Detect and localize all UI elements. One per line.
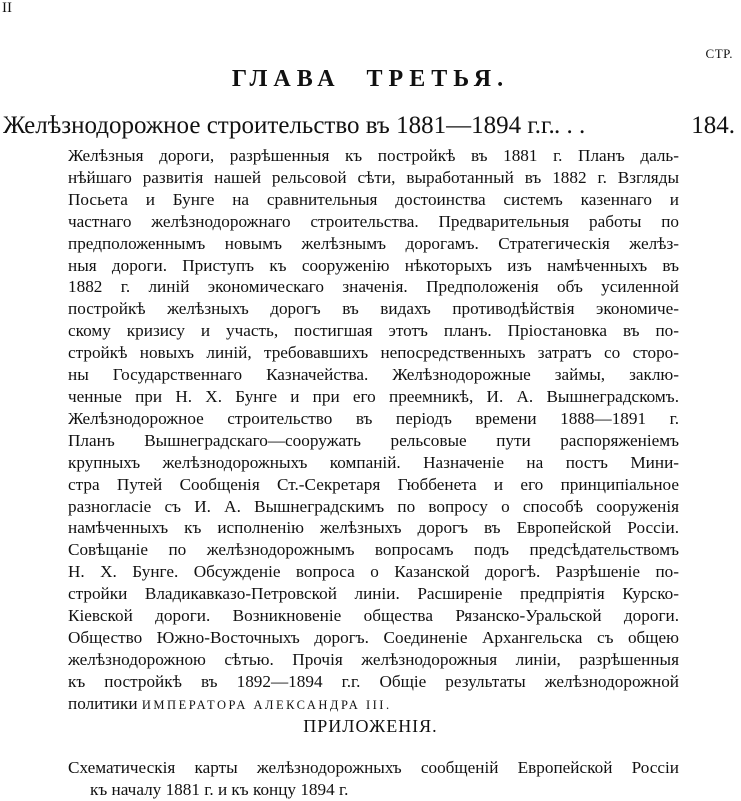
summary-line: нѣйшаго развитія нашей рельсовой сѣти, выработанный въ 1882 г. Взгляды (68, 167, 679, 187)
summary-line: предположеннымъ новымъ желѣзнымъ дорогамъ. Стратегическія желѣз- (68, 233, 679, 253)
appendix-entry (68, 757, 679, 801)
summary-line: ны Государственнаго Казначейства. Желѣзнодорожные займы, заклю- (68, 365, 679, 385)
summary-line: ченные при Н. Х. Бунге и при его преемникѣ, И. А. Вышнеградскомъ. (68, 386, 679, 406)
summary-line: Планъ Вышнеградскаго—сооружать рельсовые пути распоряженіемъ (68, 430, 679, 450)
appendix-entry-line: Схематическія карты желѣзнодорожныхъ сообщеній Европейской Россіи (68, 758, 679, 777)
summary-line: Совѣщаніе по желѣзнодорожнымъ вопросамъ подъ предсѣдательствомъ (68, 540, 679, 560)
chapter-title: Желѣзнодорожное строительство въ 1881—1894 г.г. (3, 112, 555, 139)
summary-line: крупныхъ желѣзнодорожныхъ компаній. Назначеніе на постъ Мини- (68, 452, 679, 472)
summary-line: стройки Владикавказо-Петровской линіи. Расширеніе предпріятія Курско- (68, 584, 679, 604)
summary-line: намѣченныхъ къ исполненію желѣзныхъ дорогъ въ Европейской Россіи. (68, 518, 679, 538)
summary-line: желѣзнодорожною сѣтью. Прочія желѣзнодорожныя линіи, разрѣшенныя (68, 649, 679, 669)
appendix-entry-line: къ началу 1881 г. и къ концу 1894 г. (90, 779, 349, 799)
page-number: II (2, 0, 12, 16)
appendix-heading: ПРИЛОЖЕНІЯ. (303, 716, 438, 736)
summary-line: постройкѣ желѣзныхъ дорогъ въ видахъ противодѣйствія экономиче- (68, 299, 679, 319)
summary-line: разногласіе съ И. А. Вышнеградскимъ по вопросу о способѣ сооруженія (68, 496, 679, 516)
summary-line: стра Путей Сообщенія Ст.-Секретаря Гюббенета и его принципіальное (68, 474, 679, 494)
summary-line: Посьета и Бунге на сравнительныя достоинства системъ казеннаго и (68, 189, 679, 209)
summary-line: ныя дороги. Приступъ къ сооруженію нѣкоторыхъ изъ намѣченныхъ въ (68, 255, 679, 275)
summary-line: скому кризису и участь, постигшая этотъ планъ. Пріостановка въ по- (68, 321, 679, 341)
chapter-heading: ГЛАВА ТРЕТЬЯ. (231, 66, 510, 92)
summary-line: стройкѣ новыхъ линій, требовавшихъ непосредственныхъ затратъ со сторо- (68, 343, 679, 363)
summary-line: Н. Х. Бунге. Обсужденіе вопроса о Казанской дорогѣ. Разрѣшеніе по- (68, 562, 679, 582)
chapter-summary (68, 145, 679, 717)
summary-line: Кіевской дороги. Возникновеніе общества Рязанско-Уральской дороги. (68, 606, 679, 626)
summary-last-prefix: политики (68, 693, 138, 713)
summary-line: частнаго желѣзнодорожнаго строительства. Предварительныя работы по (68, 211, 679, 231)
emperor-name-caps: ИМПЕРАТОРА АЛЕКСАНДРА III. (141, 697, 392, 712)
summary-line: Желѣзныя дороги, разрѣшенныя къ постройкѣ въ 1881 г. Планъ даль- (68, 146, 679, 165)
summary-last-line (68, 693, 679, 717)
chapter-page-ref: 184. (691, 112, 735, 139)
page-column-header: СТР. (705, 46, 733, 61)
chapter-title-line (0, 112, 735, 142)
leader-dots: . . . (554, 112, 586, 139)
summary-line: къ постройкѣ въ 1892—1894 г.г. Общіе результаты желѣзнодорожной (68, 671, 679, 691)
summary-line: Общество Южно-Восточныхъ дорогъ. Соединеніе Архангельска съ общею (68, 627, 679, 647)
summary-line: Желѣзнодорожное строительство въ періодъ времени 1888—1891 г. (68, 408, 679, 428)
summary-line: 1882 г. линій экономическаго значенія. Предположенія объ усиленной (68, 277, 679, 297)
